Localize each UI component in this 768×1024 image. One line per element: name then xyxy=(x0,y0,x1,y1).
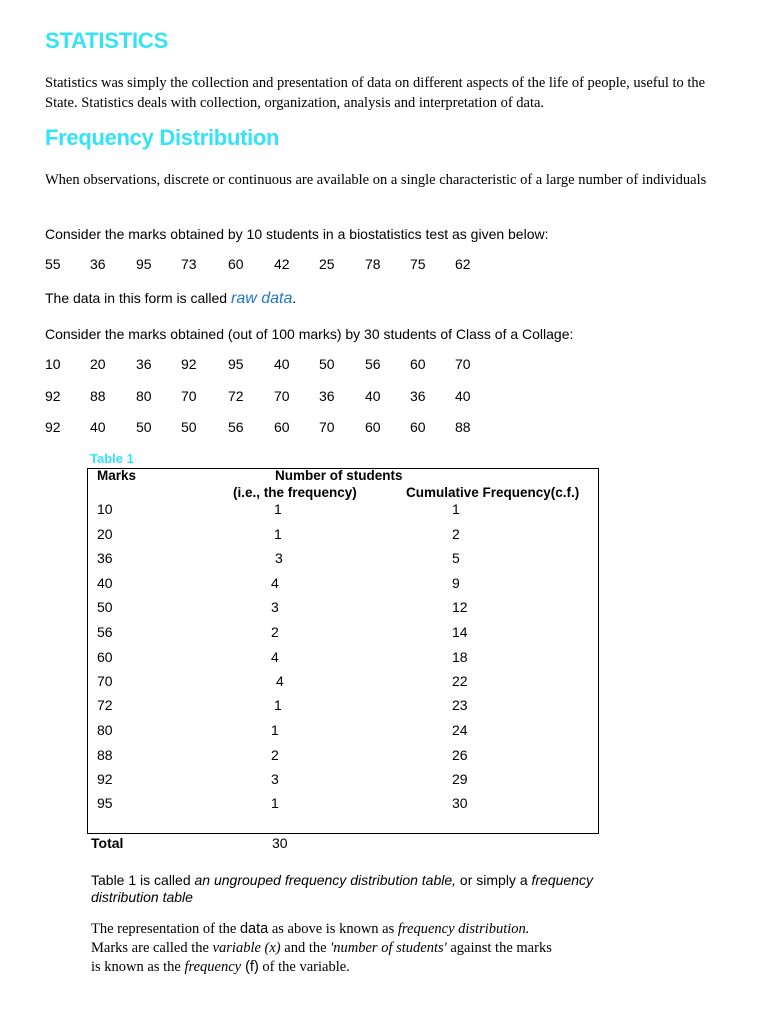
note-italic-2: frequency distribution table xyxy=(91,872,593,905)
mark-value: 56 xyxy=(228,419,244,435)
page-title: STATISTICS xyxy=(45,28,169,53)
raw-data-term: raw data xyxy=(230,290,293,307)
mark-value: 92 xyxy=(45,419,61,435)
mark-value: 95 xyxy=(228,356,244,372)
mark-value: 40 xyxy=(274,356,290,372)
cell-cumulative-frequency: 1 xyxy=(452,501,460,517)
cell-frequency: 3 xyxy=(271,771,279,787)
cell-frequency: 2 xyxy=(271,747,279,763)
cell-frequency: 4 xyxy=(271,575,279,591)
total-label: Total xyxy=(91,835,124,851)
section-title: Frequency Distribution xyxy=(45,125,280,150)
mark-value: 42 xyxy=(274,256,290,272)
cell-marks: 60 xyxy=(97,649,113,665)
mark-value: 73 xyxy=(181,256,197,272)
mark-value: 70 xyxy=(274,388,290,404)
raw-data-suffix: . xyxy=(292,290,297,306)
note-text-1: Table 1 is called xyxy=(91,872,195,888)
cell-cumulative-frequency: 22 xyxy=(452,673,468,689)
closing-line-1: The representation of the data as above is known as frequency distribution. xyxy=(91,921,530,937)
mark-value: 95 xyxy=(136,256,152,272)
cell-marks: 10 xyxy=(97,501,113,517)
note-italic-1: an ungrouped frequency distribution table, xyxy=(194,872,457,888)
mark-value: 92 xyxy=(181,356,197,372)
raw-data-prefix: The data in this form is called xyxy=(45,290,231,306)
mark-value: 56 xyxy=(365,356,381,372)
cell-marks: 88 xyxy=(97,747,113,763)
cell-marks: 92 xyxy=(97,771,113,787)
mark-value: 25 xyxy=(319,256,335,272)
col-header-marks: Marks xyxy=(97,468,137,483)
cell-frequency: 3 xyxy=(275,550,283,566)
mark-value: 50 xyxy=(181,419,197,435)
mark-value: 72 xyxy=(228,388,244,404)
cell-frequency: 2 xyxy=(271,624,279,640)
cell-frequency: 4 xyxy=(276,673,284,689)
col-header-students: Number of students xyxy=(275,468,403,483)
cell-cumulative-frequency: 24 xyxy=(452,722,468,738)
mark-value: 55 xyxy=(45,256,61,272)
cell-cumulative-frequency: 2 xyxy=(452,526,460,542)
mark-value: 40 xyxy=(90,419,106,435)
mark-value: 36 xyxy=(410,388,426,404)
cell-cumulative-frequency: 5 xyxy=(452,550,460,566)
cell-marks: 36 xyxy=(97,550,113,566)
mark-value: 50 xyxy=(136,419,152,435)
mark-value: 60 xyxy=(365,419,381,435)
mark-value: 60 xyxy=(410,356,426,372)
cell-marks: 40 xyxy=(97,575,113,591)
closing-paragraph xyxy=(91,920,552,977)
cell-frequency: 3 xyxy=(271,599,279,615)
cell-marks: 70 xyxy=(97,673,113,689)
mark-value: 92 xyxy=(45,388,61,404)
closing-line-3: is known as the frequency (f) of the variable. xyxy=(91,959,350,975)
mark-value: 10 xyxy=(45,356,61,372)
mark-value: 75 xyxy=(410,256,426,272)
mark-value: 88 xyxy=(90,388,106,404)
mark-value: 70 xyxy=(455,356,471,372)
mark-value: 88 xyxy=(455,419,471,435)
consider-class-text: Consider the marks obtained (out of 100 marks) by 30 students of Class of a Collage: xyxy=(45,326,574,342)
col-header-cf: Cumulative Frequency(c.f.) xyxy=(406,485,580,500)
mark-value: 36 xyxy=(90,256,106,272)
mark-value: 36 xyxy=(319,388,335,404)
consider-raw-text: Consider the marks obtained by 10 students in a biostatistics test as given below: xyxy=(45,226,549,242)
cell-cumulative-frequency: 9 xyxy=(452,575,460,591)
intro-paragraph: Statistics was simply the collection and presentation of data on different aspects of the life of people, useful to the State. Statistics deals with collection, organization, analysis and interpretation of data. xyxy=(45,75,706,111)
cell-cumulative-frequency: 23 xyxy=(452,697,468,713)
mark-value: 40 xyxy=(455,388,471,404)
total-value: 30 xyxy=(272,835,288,851)
cell-frequency: 1 xyxy=(274,501,282,517)
closing-line-2: Marks are called the variable (x) and the 'number of students' against the marks xyxy=(91,940,552,956)
cell-marks: 95 xyxy=(97,795,113,811)
cell-frequency: 1 xyxy=(274,697,282,713)
cell-marks: 20 xyxy=(97,526,113,542)
cell-cumulative-frequency: 26 xyxy=(452,747,468,763)
cell-marks: 56 xyxy=(97,624,113,640)
mark-value: 70 xyxy=(181,388,197,404)
frequency-table xyxy=(87,468,599,834)
mark-value: 40 xyxy=(365,388,381,404)
note-text-2: or simply a xyxy=(456,872,532,888)
cell-frequency: 1 xyxy=(271,722,279,738)
cell-cumulative-frequency: 14 xyxy=(452,624,468,640)
cell-cumulative-frequency: 30 xyxy=(452,795,468,811)
mark-value: 50 xyxy=(319,356,335,372)
table-note xyxy=(91,872,611,906)
mark-value: 20 xyxy=(90,356,106,372)
cell-marks: 80 xyxy=(97,722,113,738)
definition-paragraph: When observations, discrete or continuous are available on a single characteristic of a large number of individuals xyxy=(45,172,707,188)
cell-cumulative-frequency: 18 xyxy=(452,649,468,665)
col-header-frequency: (i.e., the frequency) xyxy=(233,485,357,500)
raw-data-sentence xyxy=(45,288,725,309)
mark-value: 78 xyxy=(365,256,381,272)
cell-frequency: 4 xyxy=(271,649,279,665)
cell-marks: 50 xyxy=(97,599,113,615)
cell-frequency: 1 xyxy=(271,795,279,811)
cell-marks: 72 xyxy=(97,697,113,713)
cell-frequency: 1 xyxy=(274,526,282,542)
mark-value: 80 xyxy=(136,388,152,404)
mark-value: 36 xyxy=(136,356,152,372)
cell-cumulative-frequency: 29 xyxy=(452,771,468,787)
cell-cumulative-frequency: 12 xyxy=(452,599,468,615)
mark-value: 70 xyxy=(319,419,335,435)
mark-value: 60 xyxy=(228,256,244,272)
mark-value: 60 xyxy=(410,419,426,435)
mark-value: 62 xyxy=(455,256,471,272)
mark-value: 60 xyxy=(274,419,290,435)
table-caption: Table 1 xyxy=(90,451,134,466)
